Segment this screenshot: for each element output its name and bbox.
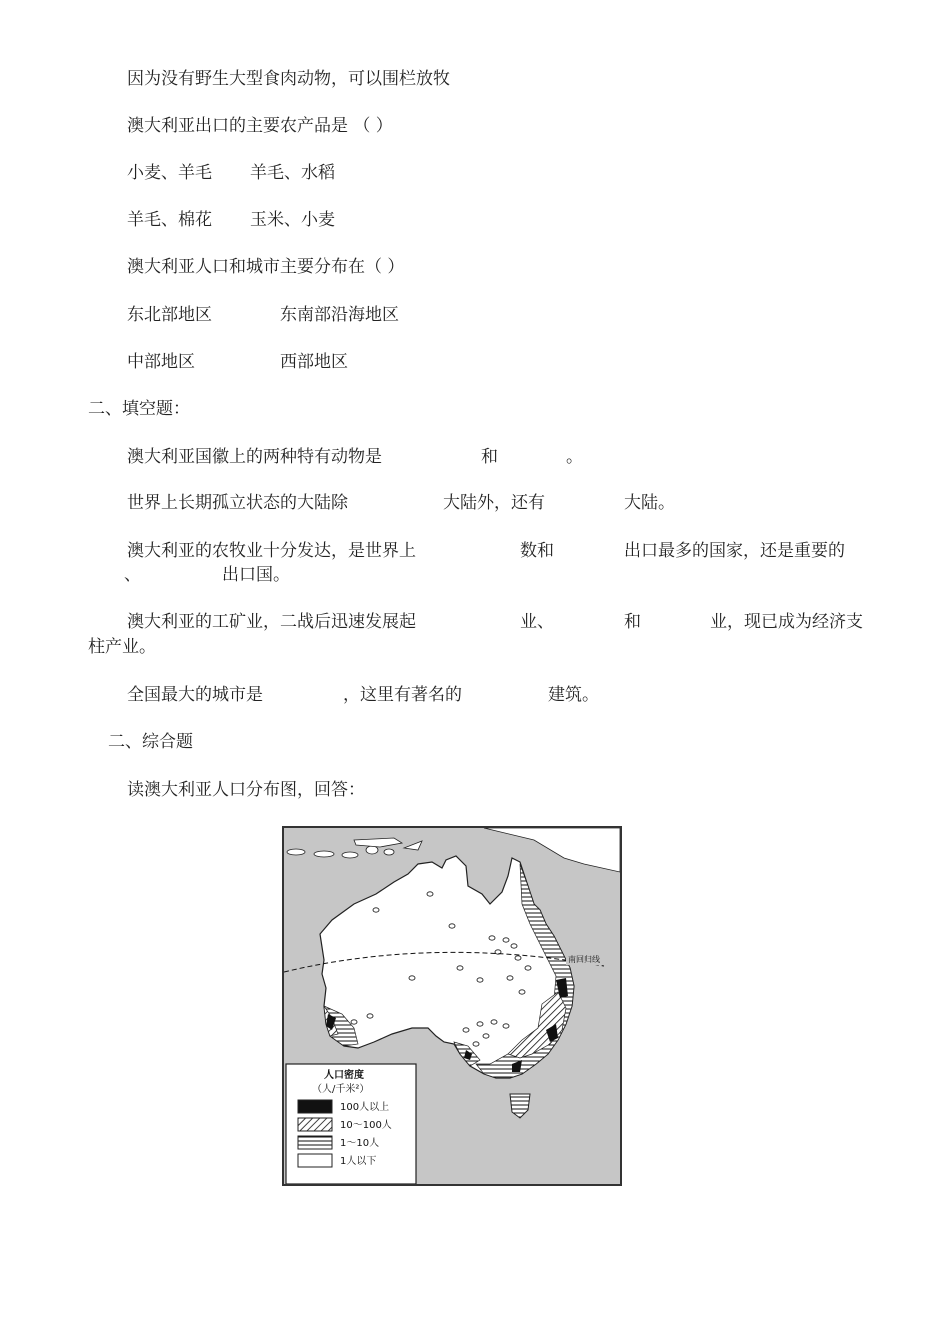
fill-q4-part: 澳大利亚的工矿业，二战后迅速发展起 (127, 612, 416, 632)
fill-q1-part: 。 (566, 447, 583, 467)
section-heading-fill: 二、填空题： (88, 399, 190, 419)
option-a: 小麦、羊毛 (127, 163, 212, 183)
question-exports-stem: 澳大利亚出口的主要农产品是 （ ） (127, 116, 393, 136)
option-b: 东南部沿海地区 (280, 305, 399, 325)
legend-label-sparse: 1～10人 (340, 1138, 380, 1149)
legend-swatch-medium (298, 1118, 332, 1131)
tropic-label: 南回归线 (568, 955, 600, 964)
fill-q1-part: 和 (481, 447, 498, 467)
fill-q2-part: 世界上长期孤立状态的大陆除 (127, 493, 348, 513)
legend-label-medium: 10～100人 (340, 1120, 392, 1131)
legend-title: 人口密度 (324, 1070, 364, 1081)
map-prompt: 读澳大利亚人口分布图，回答： (127, 780, 365, 800)
fill-q3-part: 、 (124, 565, 141, 585)
map-legend (286, 1064, 416, 1184)
legend-swatch-empty (298, 1154, 332, 1167)
fill-q4-part: 柱产业。 (88, 637, 156, 657)
legend-label-dense: 100人以上 (340, 1102, 390, 1113)
fill-q2-part: 大陆外，还有 (443, 493, 545, 513)
legend-label-empty: 1人以下 (340, 1156, 377, 1167)
fill-q3-part: 出口国。 (222, 565, 290, 585)
legend-unit: （人/千米²） (312, 1084, 370, 1095)
option-d: 西部地区 (280, 352, 348, 372)
fill-q4-part: 业，现已成为经济支 (710, 612, 863, 632)
question-population-stem: 澳大利亚人口和城市主要分布在（ ） (127, 257, 405, 277)
legend-swatch-dense (298, 1100, 332, 1113)
option-d: 玉米、小麦 (250, 210, 335, 230)
option-c: 中部地区 (127, 352, 195, 372)
fill-q3-part: 出口最多的国家，还是重要的 (624, 541, 845, 561)
legend-swatch-sparse (298, 1136, 332, 1149)
option-c: 羊毛、棉花 (127, 210, 212, 230)
fill-q4-part: 业、 (520, 612, 554, 632)
option-b: 羊毛、水稻 (250, 163, 335, 183)
fill-q3-part: 数和 (520, 541, 554, 561)
fill-q5-part: ，这里有著名的 (343, 685, 462, 705)
fill-q1-part: 澳大利亚国徽上的两种特有动物是 (127, 447, 382, 467)
prev-answer: 因为没有野生大型食肉动物，可以围栏放牧 (127, 69, 450, 89)
fill-q4-part: 和 (624, 612, 641, 632)
section-heading-comprehensive: 二、综合题 (108, 732, 193, 752)
option-a: 东北部地区 (127, 305, 212, 325)
fill-q2-part: 大陆。 (624, 493, 675, 513)
fill-q5-part: 全国最大的城市是 (127, 685, 263, 705)
tasmania (510, 1094, 530, 1118)
fill-q3-part: 澳大利亚的农牧业十分发达，是世界上 (127, 541, 416, 561)
fill-q5-part: 建筑。 (548, 685, 599, 705)
population-map (282, 826, 622, 1186)
